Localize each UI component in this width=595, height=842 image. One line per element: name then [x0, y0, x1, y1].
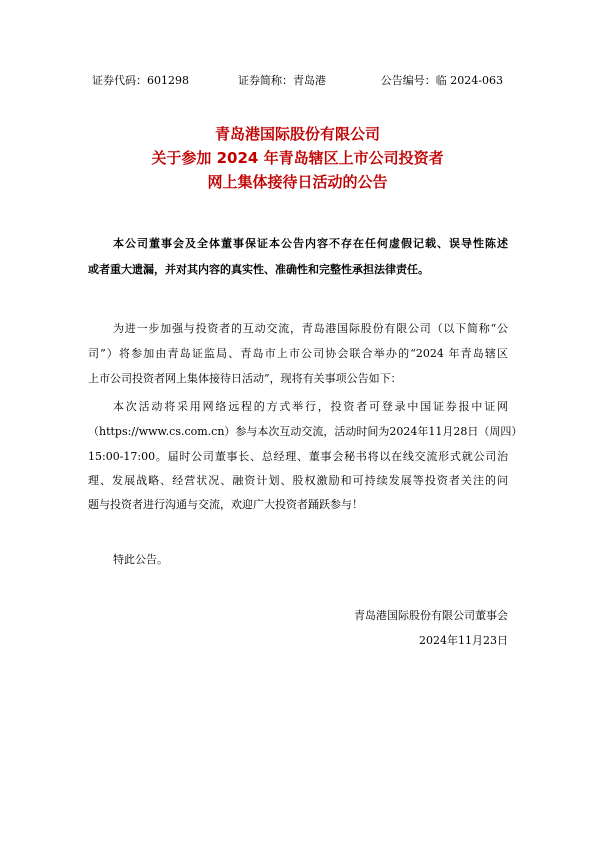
signature-company: 青岛港国际股份有限公司董事会 [354, 609, 508, 622]
para1-line-1: 为进一步加强与投资者的互动交流，青岛港国际股份有限公司（以下简称“公 [113, 322, 508, 335]
statement-line-2: 或者重大遗漏，并对其内容的真实性、准确性和完整性承担法律责任。 [88, 263, 429, 276]
stock-code: 证券代码：601298 [92, 74, 189, 87]
para2-line-1: 本次活动将采用网络远程的方式举行，投资者可登录中国证券报中证网 [113, 400, 508, 413]
title-line-3: 网上集体接待日活动的公告 [207, 173, 388, 191]
announcement-number: 公告编号：临 2024-063 [380, 74, 503, 87]
header [92, 73, 503, 89]
para2-line-3: 15:00-17:00。届时公司董事长、总经理、董事会秘书将以在线交流形式就公司治 [88, 450, 508, 463]
signature-date: 2024年11月23日 [419, 634, 508, 647]
para1-line-2: 司”）将参加由青岛证监局、青岛市上市公司协会联合举办的“2024 年青岛辖区 [88, 347, 508, 360]
title-line-2: 关于参加 2024 年青岛辖区上市公司投资者 [151, 149, 444, 167]
title-line-1: 青岛港国际股份有限公司 [214, 125, 380, 143]
para1-line-3: 上市公司投资者网上集体接待日活动”，现将有关事项公告如下： [88, 372, 402, 385]
para2-line-2: （https://www.cs.com.cn）参与本次互动交流，活动时间为2024年11月28日（周四） [88, 425, 523, 438]
statement-line-1: 本公司董事会及全体董事保证本公告内容不存在任何虚假记载、误导性陈述 [113, 237, 508, 250]
para2-line-5: 题与投资者进行沟通与交流，欢迎广大投资者踊跃参与！ [88, 498, 363, 511]
stock-name: 证券简称：青岛港 [238, 74, 326, 87]
para2-line-4: 理、发展战略、经营状况、融资计划、股权激励和可持续发展等投资者关注的问 [88, 474, 508, 487]
closing-text: 特此公告。 [113, 553, 168, 566]
